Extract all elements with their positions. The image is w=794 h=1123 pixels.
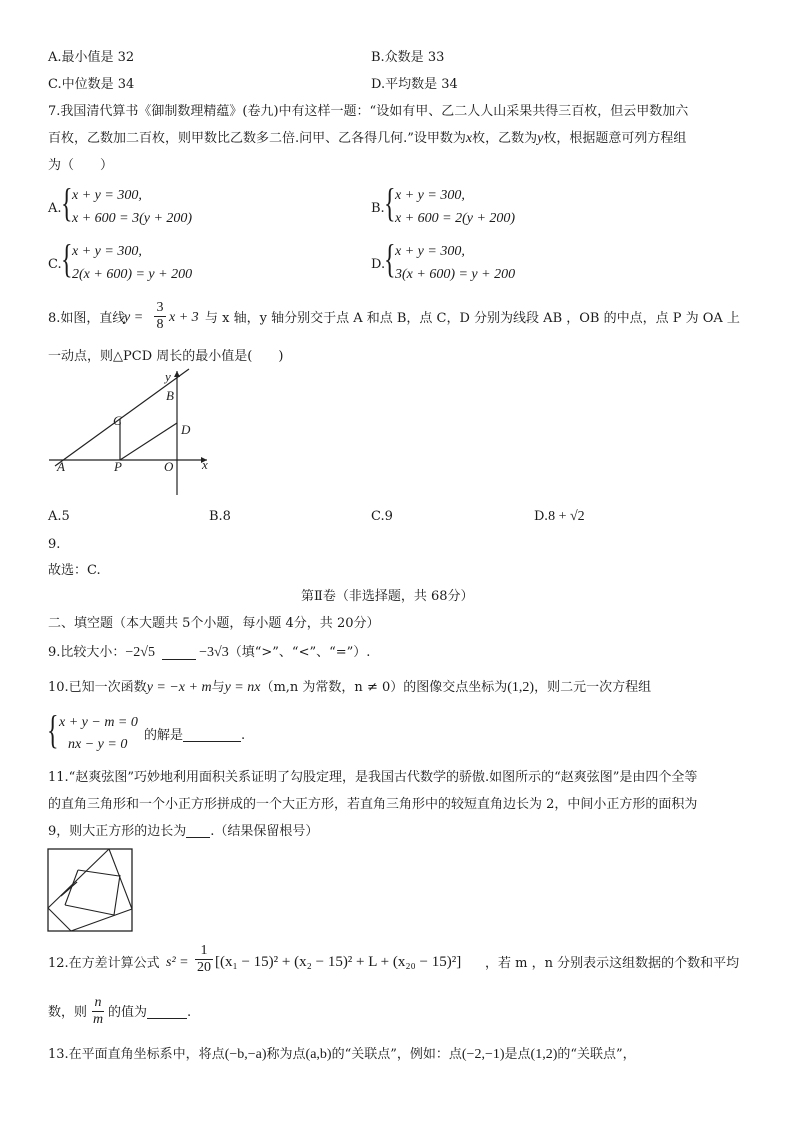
- q7-option-d-eq1: x + y = 300,: [395, 244, 465, 259]
- q8-prefix: 8.如图，直线: [48, 311, 126, 326]
- brace: {: [47, 707, 59, 752]
- q7-option-b-eq1: x + y = 300,: [395, 188, 465, 203]
- q8-fig-label-y: y: [165, 369, 171, 384]
- section-title: 第Ⅱ卷（非选择题，共 68分）: [301, 589, 474, 604]
- q10-answer-blank[interactable]: [183, 729, 241, 742]
- q7-option-a-eq1: x + y = 300,: [72, 188, 142, 203]
- q10-eq2: nx − y = 0: [68, 737, 128, 752]
- q13-line: 13.在平面直角坐标系中，将点(−b,−a)称为点(a,b)的“关联点”，例如：点(−2,−1)是点(1,2)的“关联点”，: [48, 1047, 636, 1062]
- q11-zhao-shuang-figure: [47, 848, 135, 934]
- q7-line-1: 7.我国清代算书《御制数理精蕴》(卷九)中有这样一题：“设如有甲、乙二人人山采果共得三百枚，但云甲数加六: [48, 104, 689, 119]
- q11-answer-blank[interactable]: [186, 825, 210, 838]
- q11-line-3: 9，则大正方形的边长为 .（结果保留根号）: [48, 824, 319, 839]
- q8-option-c: C.9: [371, 509, 393, 524]
- q8-fraction: 3 8: [154, 301, 166, 332]
- q8-option-b: B.8: [209, 509, 231, 524]
- q8-fig-label-o: O: [164, 459, 174, 474]
- q11-line-1: 11.“赵爽弦图”巧妙地利用面积关系证明了勾股定理，是我国古代数学的骄傲.如图所示的“赵爽弦图”是由四个全等: [48, 770, 698, 785]
- q8-fig-label-c: C: [113, 413, 122, 428]
- q12-tail: ，若 m ，n 分别表示这组数据的个数和平均: [485, 956, 740, 971]
- q8-fig-label-p: P: [114, 459, 122, 474]
- q7-option-a-label: A.: [48, 201, 62, 216]
- q6-option-b: B.众数是 33: [371, 50, 445, 65]
- q12-n-over-m: n m: [92, 995, 104, 1027]
- q8-fig-label-x: x: [202, 457, 208, 472]
- q9-line: 9.比较大小：−2√5 −3√3（填“>”、“<”、“=”）.: [48, 645, 371, 660]
- q8-fig-label-b: B: [166, 388, 174, 403]
- q10-eq1: x + y − m = 0: [59, 715, 138, 730]
- q7-line-3: 为（ ）: [48, 158, 114, 173]
- q8-option-d: D.8 + √2: [534, 509, 585, 524]
- q7-option-c-eq2: 2(x + 600) = y + 200: [72, 267, 193, 282]
- q10-solution: 的解是 .: [144, 728, 246, 743]
- q9-answer-blank[interactable]: [162, 647, 196, 660]
- brace: {: [61, 236, 73, 281]
- q6-option-d: D.平均数是 34: [371, 77, 458, 92]
- q12-s2: s² =: [166, 955, 189, 970]
- q7-option-b-eq2: x + 600 = 2(y + 200): [395, 211, 516, 226]
- q11-line-2: 的直角三角形和一个小正方形拼成的一个大正方形，若直角三角形中的较短直角边长为 2，中间小正方形的面积为: [48, 797, 698, 812]
- q12-line-2-a: 数，则: [48, 1005, 88, 1020]
- q7-line-2: 百枚，乙数加二百枚，则甲数比乙数多二倍.问甲、乙各得几何.”设甲数为x枚，乙数为y枚，根据题意可列方程组: [48, 131, 687, 146]
- q7-option-b-label: B.: [371, 201, 385, 216]
- brace: {: [61, 180, 73, 225]
- brace: {: [384, 180, 396, 225]
- brace: {: [384, 236, 396, 281]
- q9-stub-answer: 故选：C.: [48, 563, 101, 578]
- q10-line-1: 10.已知一次函数y = −x + m与y = nx（m,n 为常数，n ≠ 0）的图像交点坐标为(1,2)，则二元一次方程组: [48, 680, 652, 695]
- q12-line-2-b: 的值为 .: [108, 1005, 192, 1020]
- q9-stub-number: 9.: [48, 537, 61, 552]
- q12-prefix: 12.在方差计算公式: [48, 956, 160, 971]
- q8-line-1-rest: 与 x 轴，y 轴分别交于点 A 和点 B，点 C，D 分别为线段 AB ，OB 的中点，点 P 为 OA 上: [205, 311, 740, 326]
- q8-line-2: 一动点，则△PCD 周长的最小值是( ): [48, 349, 284, 364]
- q12-answer-blank[interactable]: [147, 1006, 187, 1019]
- q7-option-c-label: C.: [48, 257, 62, 272]
- q7-option-d-eq2: 3(x + 600) = y + 200: [395, 267, 516, 282]
- fill-in-header: 二、填空题（本大题共 5个小题，每小题 4分，共 20分）: [48, 616, 380, 631]
- q8-fig-label-d: D: [181, 422, 191, 437]
- q8-option-a: A.5: [48, 509, 70, 524]
- q12-fraction: 1 20: [197, 943, 211, 975]
- q8-y-eq: y =: [124, 310, 144, 325]
- q8-figure: [45, 367, 225, 497]
- q8-after-fraction: x + 3: [169, 310, 199, 325]
- q12-formula-body: [(x₁ − 15)² + (x₂ − 15)² + L + (x₂₀ − 15)²]: [215, 954, 462, 970]
- q7-option-c-eq1: x + y = 300,: [72, 244, 142, 259]
- q7-option-a-eq2: x + 600 = 3(y + 200): [72, 211, 193, 226]
- q6-option-c: C.中位数是 34: [48, 77, 135, 92]
- q8-fig-label-a: A: [57, 459, 65, 474]
- q7-option-d-label: D.: [371, 257, 386, 272]
- q6-option-a: A.最小值是 32: [48, 50, 135, 65]
